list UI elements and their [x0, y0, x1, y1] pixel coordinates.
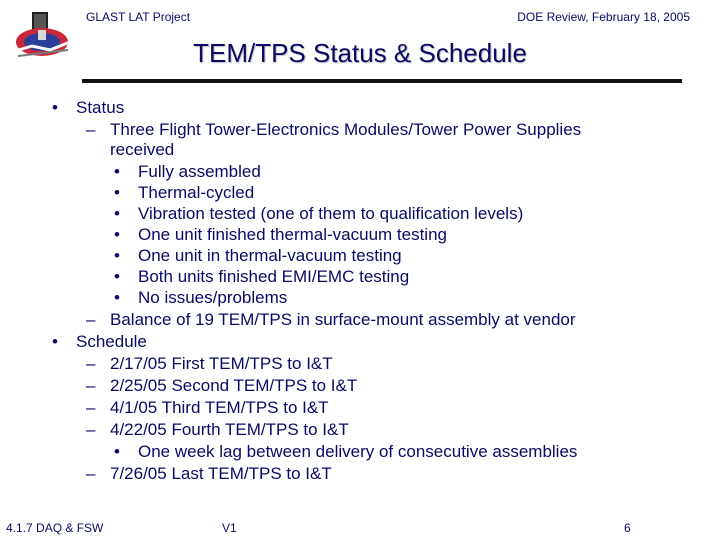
header-review-date: DOE Review, February 18, 2005: [517, 10, 690, 24]
status-sub2: Balance of 19 TEM/TPS in surface-mount assembly at vendor: [110, 310, 576, 329]
footer-section: 4.1.7 DAQ & FSW: [6, 521, 104, 535]
slide-title: TEM/TPS Status & Schedule: [193, 38, 527, 68]
dash-icon: –: [86, 420, 96, 439]
footer-version: V1: [222, 521, 237, 535]
status-label: Status: [76, 98, 125, 117]
status-sub1-line2: received: [110, 140, 175, 159]
title-divider: [82, 79, 682, 83]
dash-icon: –: [86, 310, 96, 329]
status-sub1-line1: Three Flight Tower-Electronics Modules/Tower Power Supplies: [110, 120, 582, 139]
bullet-dot-icon: •: [114, 267, 120, 286]
bullet-dot-icon: •: [114, 162, 120, 181]
dash-icon: –: [86, 376, 96, 395]
schedule-label: Schedule: [76, 332, 147, 351]
dash-icon: –: [86, 464, 96, 483]
bullet-dot-icon: •: [52, 98, 58, 117]
bullet-dot-icon: •: [114, 246, 120, 265]
bullet-dot-icon: •: [114, 204, 120, 223]
bullet-dot-icon: •: [114, 183, 120, 202]
bullet-dot-icon: •: [52, 332, 58, 351]
bullet-dot-icon: •: [114, 288, 120, 307]
page-number: 6: [624, 521, 631, 535]
dash-icon: –: [86, 354, 96, 373]
bullet-dot-icon: •: [114, 442, 120, 461]
header-project-name: GLAST LAT Project: [86, 10, 191, 24]
bullet-dot-icon: •: [114, 225, 120, 244]
dash-icon: –: [86, 120, 96, 139]
dash-icon: –: [86, 398, 96, 417]
